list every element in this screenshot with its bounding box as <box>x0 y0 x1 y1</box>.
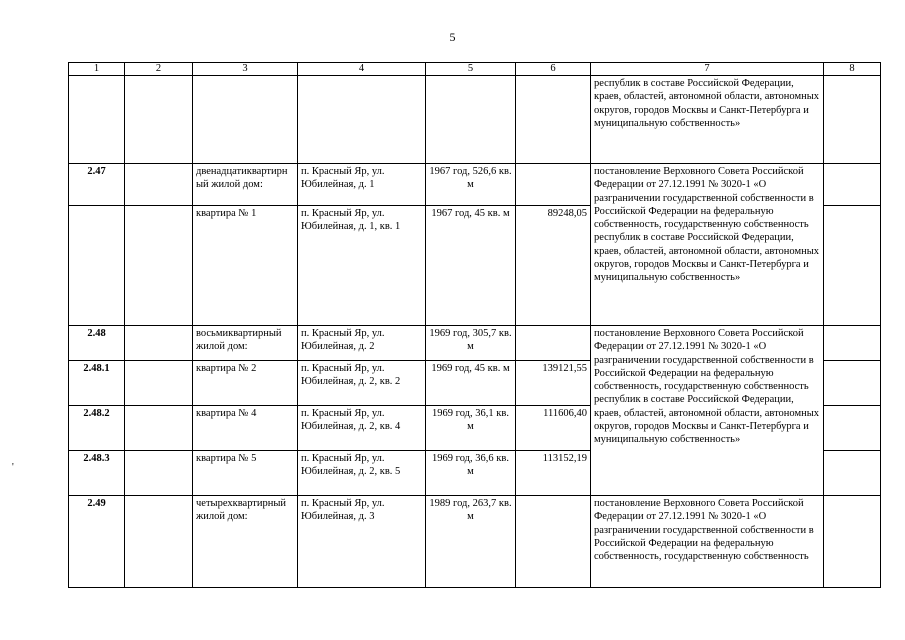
object-address: п. Красный Яр, ул. Юбилейная, д. 2 <box>298 326 426 361</box>
object-name: квартира № 2 <box>193 361 298 406</box>
object-value: 139121,55 <box>516 361 591 406</box>
table-cell <box>125 451 193 496</box>
table-cell <box>824 164 881 206</box>
object-value <box>516 496 591 588</box>
legal-basis: республик в составе Российской Федерации, краев, областей, автономной области, автономных округов, городов Москвы и Санкт-Петербурга и муниципальную собственность» <box>591 76 824 164</box>
object-name: восьмиквартирный жилой дом: <box>193 326 298 361</box>
object-year-area: 1969 год, 305,7 кв. м <box>426 326 516 361</box>
object-year-area: 1967 год, 526,6 кв. м <box>426 164 516 206</box>
item-number: 2.48.1 <box>69 361 125 406</box>
object-year-area: 1969 год, 36,1 кв. м <box>426 406 516 451</box>
column-header: 2 <box>125 63 193 76</box>
object-year-area: 1989 год, 263,7 кв. м <box>426 496 516 588</box>
object-name: квартира № 5 <box>193 451 298 496</box>
object-address <box>298 76 426 164</box>
table-row <box>69 164 881 206</box>
table-cell <box>125 206 193 326</box>
object-address: п. Красный Яр, ул. Юбилейная, д. 2, кв. 4 <box>298 406 426 451</box>
legal-basis: постановление Верховного Совета Российской Федерации от 27.12.1991 № 3020-1 «О разграничении государственной собственности в Российской Федерации на федеральную собственность, государственную собственность республик в составе Российской Федерации, краев, областей, автономной области, автономных округов, городов Москвы и Санкт-Петербурга и муниципальную собственность» <box>591 164 824 326</box>
column-header: 1 <box>69 63 125 76</box>
object-value <box>516 326 591 361</box>
column-header: 4 <box>298 63 426 76</box>
table-cell <box>125 406 193 451</box>
margin-mark: ' <box>12 462 14 473</box>
table-cell <box>125 164 193 206</box>
table-row <box>69 76 881 164</box>
table-cell <box>824 451 881 496</box>
item-number: 2.48.3 <box>69 451 125 496</box>
column-number-row <box>69 63 881 76</box>
table-cell <box>824 496 881 588</box>
object-name: квартира № 4 <box>193 406 298 451</box>
object-name: четырехквартирный жилой дом: <box>193 496 298 588</box>
table-cell <box>125 326 193 361</box>
object-address: п. Красный Яр, ул. Юбилейная, д. 1 <box>298 164 426 206</box>
object-year-area <box>426 76 516 164</box>
page-number: 5 <box>449 30 456 44</box>
object-year-area: 1969 год, 45 кв. м <box>426 361 516 406</box>
column-header: 3 <box>193 63 298 76</box>
table-cell <box>125 496 193 588</box>
column-header: 5 <box>426 63 516 76</box>
object-value <box>516 76 591 164</box>
column-header: 7 <box>591 63 824 76</box>
object-address: п. Красный Яр, ул. Юбилейная, д. 3 <box>298 496 426 588</box>
column-header: 6 <box>516 63 591 76</box>
table-cell <box>824 361 881 406</box>
table-cell <box>125 76 193 164</box>
object-year-area: 1967 год, 45 кв. м <box>426 206 516 326</box>
item-number <box>69 76 125 164</box>
item-number: 2.48 <box>69 326 125 361</box>
table-cell <box>824 326 881 361</box>
object-address: п. Красный Яр, ул. Юбилейная, д. 1, кв. 1 <box>298 206 426 326</box>
object-value: 113152,19 <box>516 451 591 496</box>
property-registry-table <box>68 62 881 588</box>
table-cell <box>824 406 881 451</box>
object-name: квартира № 1 <box>193 206 298 326</box>
legal-basis: постановление Верховного Совета Российской Федерации от 27.12.1991 № 3020-1 «О разграничении государственной собственности в Российской Федерации на федеральную собственность, государственную собственность республик в составе Российской Федерации, краев, областей, автономной области, автономных округов, городов Москвы и Санкт-Петербурга и муниципальную собственность» <box>591 326 824 496</box>
item-number <box>69 206 125 326</box>
object-name <box>193 76 298 164</box>
object-value: 89248,05 <box>516 206 591 326</box>
table-row <box>69 496 881 588</box>
legal-basis: постановление Верховного Совета Российской Федерации от 27.12.1991 № 3020-1 «О разграничении государственной собственности в Российской Федерации на федеральную собственность, государственную собственность <box>591 496 824 588</box>
table-cell <box>125 361 193 406</box>
object-address: п. Красный Яр, ул. Юбилейная, д. 2, кв. 2 <box>298 361 426 406</box>
column-header: 8 <box>824 63 881 76</box>
object-value <box>516 164 591 206</box>
item-number: 2.48.2 <box>69 406 125 451</box>
object-year-area: 1969 год, 36,6 кв. м <box>426 451 516 496</box>
object-address: п. Красный Яр, ул. Юбилейная, д. 2, кв. 5 <box>298 451 426 496</box>
item-number: 2.49 <box>69 496 125 588</box>
table-cell <box>824 76 881 164</box>
item-number: 2.47 <box>69 164 125 206</box>
object-value: 111606,40 <box>516 406 591 451</box>
object-name: двенадцатиквартирный жилой дом: <box>193 164 298 206</box>
table-row <box>69 326 881 361</box>
table-cell <box>824 206 881 326</box>
